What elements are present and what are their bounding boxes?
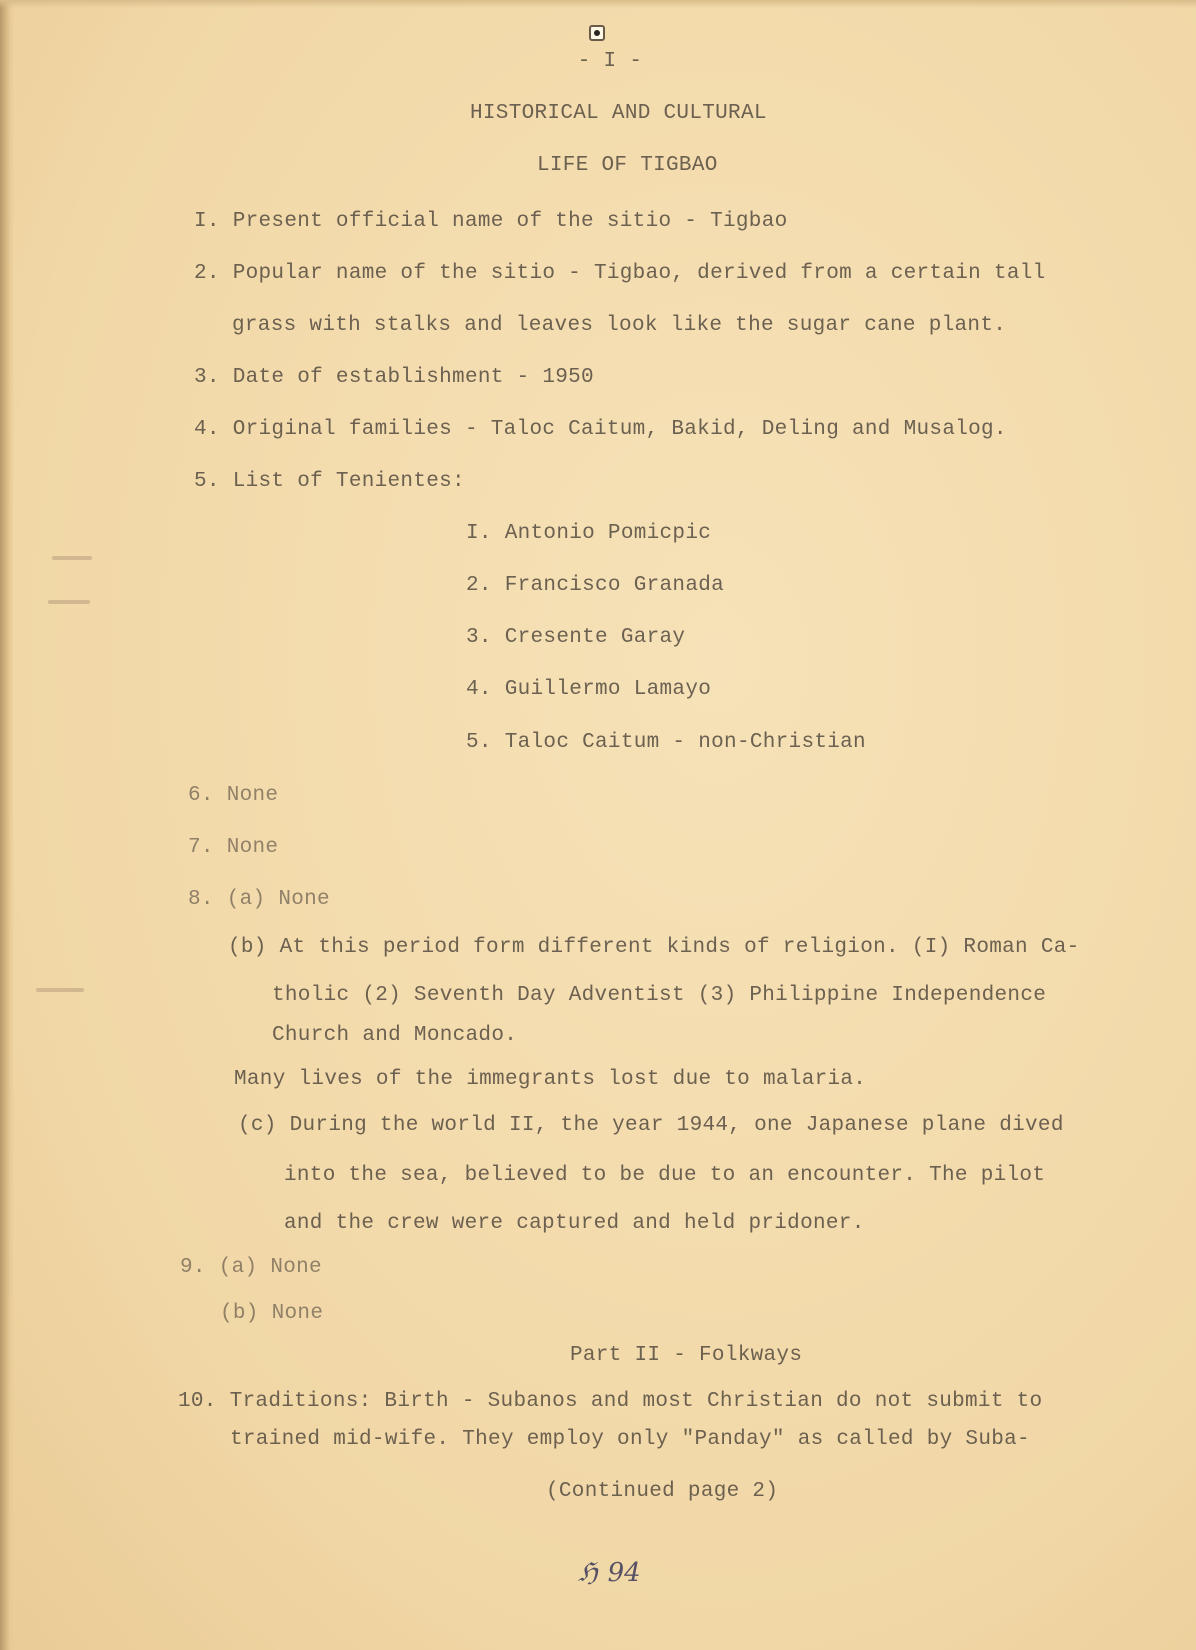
punch-hole-icon bbox=[589, 25, 605, 41]
staple-mark bbox=[48, 600, 90, 604]
item-2-continued: grass with stalks and leaves look like the sugar cane plant. bbox=[232, 314, 1007, 337]
staple-mark bbox=[36, 988, 84, 992]
item-8-note: Many lives of the immegrants lost due to malaria. bbox=[234, 1068, 867, 1091]
item-2: 2. Popular name of the sitio - Tigbao, derived from a certain tall bbox=[194, 262, 1046, 285]
item-10: 10. Traditions: Birth - Subanos and most Christian do not submit to bbox=[178, 1390, 1043, 1413]
item-8c-line3: and the crew were captured and held pridoner. bbox=[284, 1212, 865, 1235]
item-4: 4. Original families - Taloc Caitum, Bakid, Deling and Musalog. bbox=[194, 418, 1007, 441]
item-9b: (b) None bbox=[220, 1302, 324, 1325]
page-title: HISTORICAL AND CULTURAL bbox=[470, 102, 767, 125]
page-subtitle: LIFE OF TIGBAO bbox=[537, 154, 718, 177]
teniente-2: 2. Francisco Granada bbox=[466, 574, 725, 597]
teniente-3: 3. Cresente Garay bbox=[466, 626, 686, 649]
item-1: I. Present official name of the sitio - Tigbao bbox=[194, 210, 788, 233]
item-5: 5. List of Tenientes: bbox=[194, 470, 465, 493]
item-8a: 8. (a) None bbox=[188, 888, 330, 911]
item-9a: 9. (a) None bbox=[180, 1256, 322, 1279]
handwritten-mark: ℌ bbox=[578, 1558, 598, 1588]
teniente-1: I. Antonio Pomicpic bbox=[466, 522, 712, 545]
section-heading: Part II - Folkways bbox=[570, 1344, 803, 1367]
item-8b: (b) At this period form different kinds of religion. (I) Roman Ca- bbox=[228, 936, 1080, 959]
handwritten-number: 94 bbox=[607, 1558, 641, 1588]
staple-mark bbox=[52, 556, 92, 560]
teniente-5: 5. Taloc Caitum - non-Christian bbox=[466, 731, 866, 754]
handwritten-page-number bbox=[578, 1558, 641, 1588]
teniente-4: 4. Guillermo Lamayo bbox=[466, 678, 712, 701]
item-8c-line2: into the sea, believed to be due to an encounter. The pilot bbox=[284, 1164, 1046, 1187]
item-8b-line2: tholic (2) Seventh Day Adventist (3) Philippine Independence bbox=[272, 984, 1047, 1007]
item-7: 7. None bbox=[188, 836, 279, 859]
item-6: 6. None bbox=[188, 784, 279, 807]
item-10-continued: trained mid-wife. They employ only "Panday" as called by Suba- bbox=[230, 1428, 1030, 1451]
item-8c: (c) During the world II, the year 1944, one Japanese plane dived bbox=[238, 1114, 1064, 1137]
page-edge-top bbox=[0, 0, 1196, 8]
item-8b-line3: Church and Moncado. bbox=[272, 1024, 518, 1047]
item-3: 3. Date of establishment - 1950 bbox=[194, 366, 594, 389]
page-number: - I - bbox=[577, 50, 643, 73]
continued-note: (Continued page 2) bbox=[546, 1480, 779, 1503]
page-edge bbox=[0, 0, 14, 1650]
